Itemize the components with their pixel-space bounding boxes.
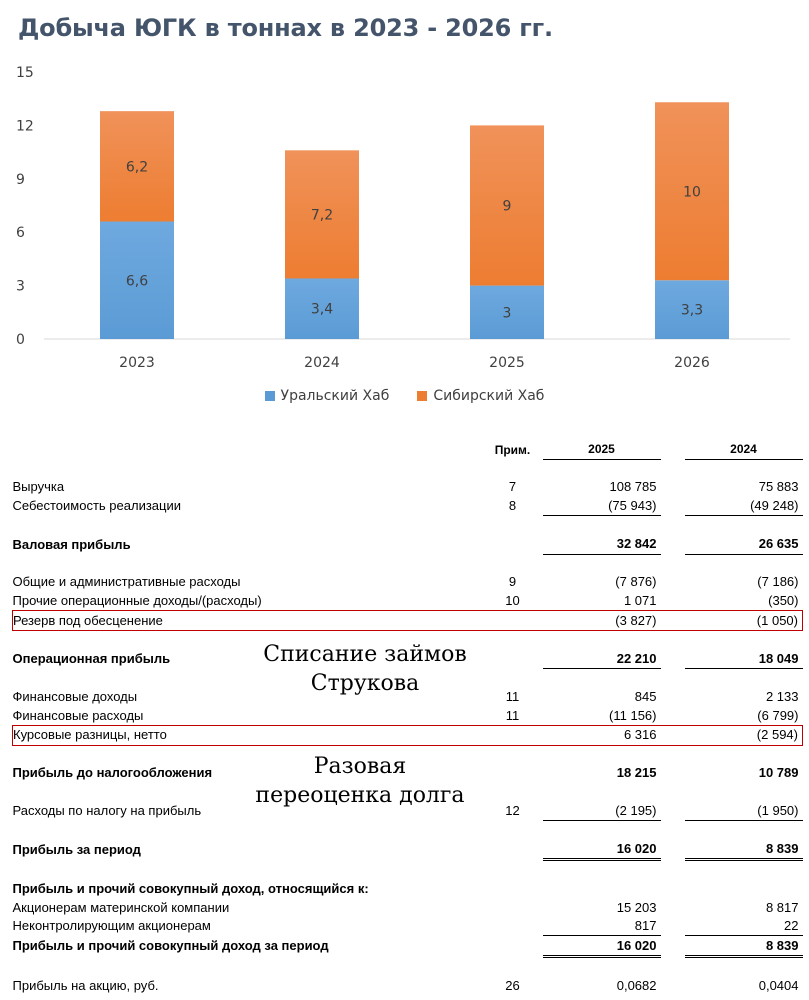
row-note xyxy=(483,650,543,669)
row-value-2025: (3 827) xyxy=(543,611,661,631)
y-tick-label: 15 xyxy=(16,65,34,81)
table-row xyxy=(13,839,803,859)
legend-swatch-ural xyxy=(265,391,275,401)
table-row xyxy=(13,497,803,516)
data-label-siberia-2024: 7,2 xyxy=(310,207,334,224)
table-row xyxy=(13,573,803,592)
data-label-siberia-2023: 6,2 xyxy=(125,159,149,176)
row-value-2025: 108 785 xyxy=(609,479,657,495)
row-value-2025: (11 156) xyxy=(609,707,657,723)
x-tick-label: 2026 xyxy=(674,355,710,371)
data-label-ural-2025: 3 xyxy=(502,305,512,322)
table-row xyxy=(13,880,803,899)
income-statement-table xyxy=(12,440,803,995)
row-value-2024: 0,0404 xyxy=(758,977,799,993)
row-note: 7 xyxy=(508,479,517,495)
row-value-2024: (6 799) xyxy=(757,707,799,723)
table-row xyxy=(13,977,803,996)
row-value-2025: 1 071 xyxy=(623,593,657,609)
annotation-writeoff xyxy=(255,640,475,698)
row-value-2024: 8 839 xyxy=(685,839,803,859)
row-value-2024: (7 186) xyxy=(757,574,799,590)
row-label: Курсовые разницы, нетто xyxy=(13,725,483,745)
row-label: Себестоимость реализации xyxy=(12,498,182,514)
row-value-2025: (7 876) xyxy=(615,574,657,590)
legend-swatch-siberia xyxy=(417,391,427,401)
row-label: Выручка xyxy=(12,479,65,495)
row-note xyxy=(483,880,543,899)
row-value-2025: 817 xyxy=(543,917,661,936)
row-note: 8 xyxy=(508,498,517,514)
row-value-2024: 10 789 xyxy=(758,765,799,781)
y-tick-label: 3 xyxy=(16,278,25,295)
row-label: Прибыль за период xyxy=(12,841,141,857)
row-value-2025: 18 215 xyxy=(616,765,657,781)
row-note: 11 xyxy=(505,707,520,723)
row-value-2025: 16 020 xyxy=(543,839,661,859)
annotation-writeoff-line2: Струкова xyxy=(310,671,420,696)
y-tick-label: 6 xyxy=(16,225,25,242)
table-row-highlighted xyxy=(13,725,803,745)
row-value-2024: 26 635 xyxy=(685,535,803,554)
legend-item-ural xyxy=(265,388,390,404)
row-value-2024 xyxy=(685,880,803,899)
x-tick-label: 2024 xyxy=(304,355,340,371)
row-value-2024: 22 xyxy=(685,917,803,936)
row-value-2024: 8 839 xyxy=(685,936,803,957)
row-note xyxy=(483,764,543,783)
row-note xyxy=(483,725,543,745)
data-label-siberia-2026: 10 xyxy=(683,184,701,201)
table-row xyxy=(13,706,803,725)
row-label: Прибыль на акцию, руб. xyxy=(12,977,159,993)
row-note xyxy=(483,936,543,957)
row-value-2024: 75 883 xyxy=(758,479,799,495)
row-note: 26 xyxy=(505,977,520,993)
x-tick-label: 2023 xyxy=(119,355,155,371)
row-note: 9 xyxy=(508,574,517,590)
row-value-2024: (2 594) xyxy=(685,725,803,745)
row-value-2024: (49 248) xyxy=(685,497,803,516)
y-tick-label: 0 xyxy=(16,332,25,348)
header-note: Прим. xyxy=(494,442,531,457)
legend-item-siberia xyxy=(417,388,544,404)
row-note xyxy=(483,535,543,554)
row-note xyxy=(483,839,543,859)
annotation-revaluation xyxy=(250,752,470,810)
y-tick-label: 9 xyxy=(16,171,25,188)
row-label: Расходы по налогу на прибыль xyxy=(12,802,202,818)
data-label-ural-2023: 6,6 xyxy=(125,273,149,290)
annotation-writeoff-line1: Списание займов xyxy=(263,642,467,667)
row-label: Прибыль до налогообложения xyxy=(12,765,213,781)
y-tick-label: 12 xyxy=(16,118,34,135)
data-label-ural-2024: 3,4 xyxy=(310,301,334,318)
row-label: Неконтролирующим акционерам xyxy=(12,918,211,934)
row-value-2025: 845 xyxy=(634,689,657,705)
row-value-2024: 8 817 xyxy=(765,899,799,915)
row-value-2024: 18 049 xyxy=(685,650,803,669)
row-note xyxy=(483,898,543,917)
data-label-siberia-2025: 9 xyxy=(502,198,512,215)
table-row-highlighted xyxy=(13,611,803,631)
row-note xyxy=(483,917,543,936)
row-value-2025: (2 195) xyxy=(543,801,661,820)
row-value-2024: (1 050) xyxy=(685,611,803,631)
table-row xyxy=(13,898,803,917)
row-note: 12 xyxy=(505,802,520,818)
chart-legend xyxy=(0,388,809,404)
stacked-bar-chart xyxy=(0,50,809,380)
table-row xyxy=(13,478,803,497)
legend-label-siberia: Сибирский Хаб xyxy=(433,388,545,404)
row-value-2024: (1 950) xyxy=(685,801,803,820)
row-label: Финансовые расходы xyxy=(12,707,144,723)
row-value-2024: 2 133 xyxy=(765,689,799,705)
row-label: Финансовые доходы xyxy=(12,689,138,705)
annotation-revaluation-line2: переоценка долга xyxy=(255,783,465,808)
table-row xyxy=(13,535,803,554)
x-tick-label: 2025 xyxy=(489,355,525,371)
row-label: Акционерам материнской компании xyxy=(12,899,230,915)
row-label: Резерв под обесценение xyxy=(13,611,483,631)
row-value-2025: 32 842 xyxy=(543,535,661,554)
row-note xyxy=(483,611,543,631)
row-label: Операционная прибыль xyxy=(12,651,171,667)
row-value-2025: 16 020 xyxy=(543,936,661,957)
table-row xyxy=(13,592,803,611)
row-value-2025: 6 316 xyxy=(543,725,661,745)
row-label: Общие и административные расходы xyxy=(12,574,241,590)
row-value-2025: (75 943) xyxy=(543,497,661,516)
row-label: Прибыль и прочий совокупный доход, относящийся к: xyxy=(12,880,369,896)
row-label: Прибыль и прочий совокупный доход за период xyxy=(12,938,329,954)
header-label xyxy=(13,440,483,459)
annotation-revaluation-line1: Разовая xyxy=(313,754,407,779)
row-value-2024: (350) xyxy=(768,593,799,609)
header-year-2024: 2024 xyxy=(685,440,803,459)
row-value-2025 xyxy=(543,880,661,899)
table-row xyxy=(13,917,803,936)
table-header-row xyxy=(13,440,803,459)
table-row xyxy=(13,936,803,957)
chart-title: Добыча ЮГК в тоннах в 2023 - 2026 гг. xyxy=(18,14,553,42)
row-value-2025: 15 203 xyxy=(616,899,657,915)
data-label-ural-2026: 3,3 xyxy=(680,302,704,319)
header-year-2025: 2025 xyxy=(543,440,661,459)
row-value-2025: 0,0682 xyxy=(616,977,657,993)
row-note: 11 xyxy=(505,689,520,705)
row-label: Валовая прибыль xyxy=(12,536,131,552)
row-value-2025: 22 210 xyxy=(543,650,661,669)
row-label: Прочие операционные доходы/(расходы) xyxy=(12,593,262,609)
row-note: 10 xyxy=(505,593,520,609)
legend-label-ural: Уральский Хаб xyxy=(280,388,390,404)
